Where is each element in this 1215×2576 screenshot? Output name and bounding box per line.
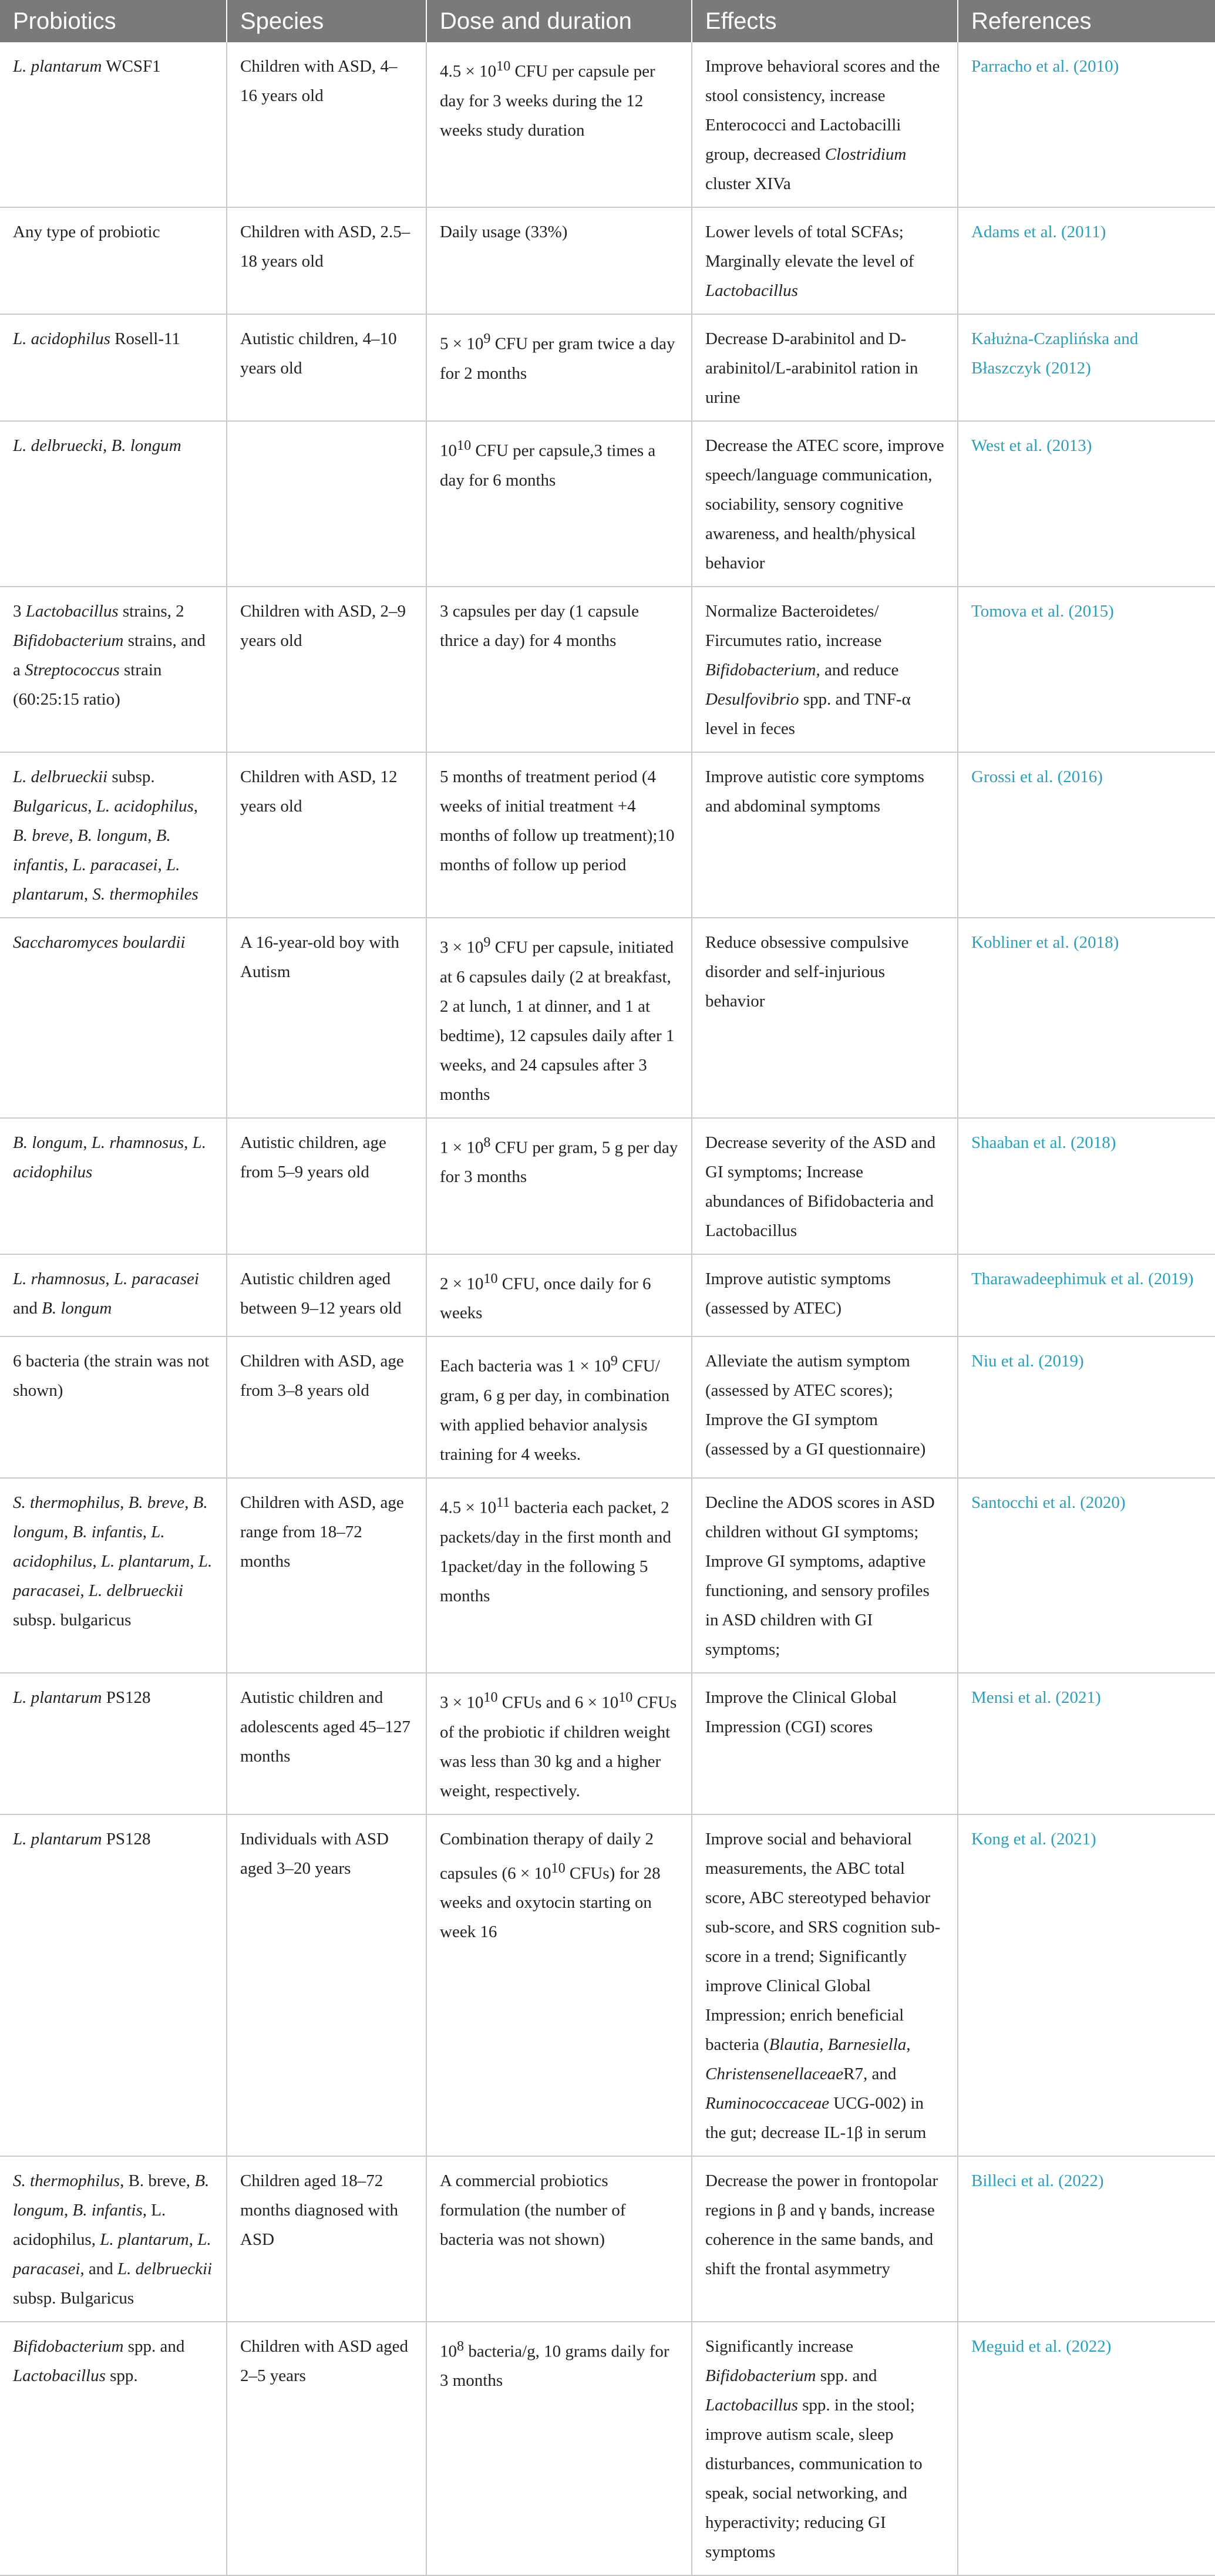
cell-probiotics: L. plantarum WCSF1 bbox=[0, 42, 227, 207]
table-row bbox=[0, 421, 1215, 587]
cell-species: Autistic children, 4–10 years old bbox=[227, 314, 426, 421]
table-body bbox=[0, 42, 1215, 2575]
cell-reference[interactable]: Shaaban et al. (2018) bbox=[958, 1118, 1215, 1254]
table-row bbox=[0, 1336, 1215, 1478]
cell-effects: Decrease severity of the ASD and GI symptoms; Increase abundances of Bifidobacteria and Lactobacillus bbox=[692, 1118, 958, 1254]
table-row bbox=[0, 1478, 1215, 1673]
cell-reference[interactable]: Tharawadeephimuk et al. (2019) bbox=[958, 1254, 1215, 1337]
table-row bbox=[0, 1814, 1215, 2156]
cell-species: Children with ASD, 4–16 years old bbox=[227, 42, 426, 207]
cell-probiotics: B. longum, L. rhamnosus, L. acidophilus bbox=[0, 1118, 227, 1254]
cell-dose-duration: $4.5 \times 10^{10}$ CFU per capsule per day for 3 weeks during the 12 weeks study duration bbox=[426, 42, 692, 207]
cell-species: Children with ASD aged 2–5 years bbox=[227, 2322, 426, 2575]
cell-probiotics: S. thermophilus, B. breve, B. longum, B. infantis, L. acidophilus, L. plantarum, L. paracasei, L. delbrueckii subsp. bulgaricus bbox=[0, 1478, 227, 1673]
cell-dose-duration: $4.5 \times 10^{11}$ bacteria each packet, 2 packets/day in the first month and 1packet/day in the following 5 months bbox=[426, 1478, 692, 1673]
cell-dose-duration: $10^{10}$ CFU per capsule,3 times a day for 6 months bbox=[426, 421, 692, 587]
cell-effects: Significantly increase Bifidobacterium spp. and Lactobacillus spp. in the stool; improve autism scale, sleep disturbances, communication to speak, social networking, and hyperactivity; reducing GI symptoms bbox=[692, 2322, 958, 2575]
table-row bbox=[0, 42, 1215, 207]
cell-probiotics: 6 bacteria (the strain was not shown) bbox=[0, 1336, 227, 1478]
cell-species: Autistic children and adolescents aged 45–127 months bbox=[227, 1673, 426, 1814]
cell-species bbox=[227, 421, 426, 587]
header-probiotics: Probiotics bbox=[0, 0, 227, 42]
cell-dose-duration: 5 months of treatment period (4 weeks of initial treatment +4 months of follow up treatment);10 months of follow up period bbox=[426, 752, 692, 918]
header-effects: Effects bbox=[692, 0, 958, 42]
cell-reference[interactable]: Kong et al. (2021) bbox=[958, 1814, 1215, 2156]
cell-reference[interactable]: Billeci et al. (2022) bbox=[958, 2156, 1215, 2322]
cell-dose-duration: A commercial probiotics formulation (the number of bacteria was not shown) bbox=[426, 2156, 692, 2322]
table-row bbox=[0, 2322, 1215, 2575]
cell-probiotics: L. plantarum PS128 bbox=[0, 1673, 227, 1814]
cell-probiotics: Bifidobacterium spp. and Lactobacillus spp. bbox=[0, 2322, 227, 2575]
cell-dose-duration: $3 \times 10^9$ CFU per capsule, initiated at 6 capsules daily (2 at breakfast, 2 at lunch, 1 at dinner, and 1 at bedtime), 12 capsules daily after 1 weeks, and 24 capsules after 3 months bbox=[426, 918, 692, 1118]
cell-effects: Improve autistic symptoms (assessed by ATEC) bbox=[692, 1254, 958, 1337]
cell-effects: Normalize Bacteroidetes/ Fircumutes ratio, increase Bifidobacterium, and reduce Desulfovibrio spp. and TNF-α level in feces bbox=[692, 587, 958, 752]
cell-probiotics: L. delbrueckii subsp. Bulgaricus, L. acidophilus, B. breve, B. longum, B. infantis, L. paracasei, L. plantarum, S. thermophiles bbox=[0, 752, 227, 918]
header-species: Species bbox=[227, 0, 426, 42]
cell-probiotics: Any type of probiotic bbox=[0, 207, 227, 314]
cell-reference[interactable]: Mensi et al. (2021) bbox=[958, 1673, 1215, 1814]
table-row bbox=[0, 1254, 1215, 1337]
cell-effects: Decrease D-arabinitol and D-arabinitol/L-arabinitol ration in urine bbox=[692, 314, 958, 421]
table-row bbox=[0, 1673, 1215, 1814]
cell-effects: Alleviate the autism symptom (assessed by ATEC scores); Improve the GI symptom (assessed by a GI questionnaire) bbox=[692, 1336, 958, 1478]
cell-effects: Reduce obsessive compulsive disorder and self-injurious behavior bbox=[692, 918, 958, 1118]
cell-probiotics: L. acidophilus Rosell-11 bbox=[0, 314, 227, 421]
cell-probiotics: L. plantarum PS128 bbox=[0, 1814, 227, 2156]
cell-reference[interactable]: Santocchi et al. (2020) bbox=[958, 1478, 1215, 1673]
cell-species: Autistic children aged between 9–12 years old bbox=[227, 1254, 426, 1337]
header-references: References bbox=[958, 0, 1215, 42]
table-row bbox=[0, 918, 1215, 1118]
cell-reference[interactable]: West et al. (2013) bbox=[958, 421, 1215, 587]
cell-dose-duration: Daily usage (33%) bbox=[426, 207, 692, 314]
cell-probiotics: Saccharomyces boulardii bbox=[0, 918, 227, 1118]
cell-species: Children with ASD, 12 years old bbox=[227, 752, 426, 918]
cell-effects: Decrease the power in frontopolar regions in β and γ bands, increase coherence in the same bands, and shift the frontal asymmetry bbox=[692, 2156, 958, 2322]
cell-dose-duration: 3 capsules per day (1 capsule thrice a day) for 4 months bbox=[426, 587, 692, 752]
cell-species: Children with ASD, age from 3–8 years old bbox=[227, 1336, 426, 1478]
cell-species: Children with ASD, 2–9 years old bbox=[227, 587, 426, 752]
cell-effects: Lower levels of total SCFAs; Marginally elevate the level of Lactobacillus bbox=[692, 207, 958, 314]
table-row bbox=[0, 314, 1215, 421]
cell-probiotics: L. rhamnosus, L. paracasei and B. longum bbox=[0, 1254, 227, 1337]
cell-dose-duration: $1 \times 10^8$ CFU per gram, 5 g per day for 3 months bbox=[426, 1118, 692, 1254]
cell-species: Individuals with ASD aged 3–20 years bbox=[227, 1814, 426, 2156]
cell-reference[interactable]: Kobliner et al. (2018) bbox=[958, 918, 1215, 1118]
cell-dose-duration: Each bacteria was $1 \times 10^9$ CFU/ gram, 6 g per day, in combination with applied behavior analysis training for 4 weeks. bbox=[426, 1336, 692, 1478]
cell-reference[interactable]: Adams et al. (2011) bbox=[958, 207, 1215, 314]
cell-reference[interactable]: Meguid et al. (2022) bbox=[958, 2322, 1215, 2575]
cell-dose-duration: Combination therapy of daily 2 capsules ($6 \times 10^{10}$ CFUs) for 28 weeks and oxytocin starting on week 16 bbox=[426, 1814, 692, 2156]
table-row bbox=[0, 752, 1215, 918]
table-row bbox=[0, 587, 1215, 752]
cell-effects: Improve behavioral scores and the stool consistency, increase Enterococci and Lactobacilli group, decreased Clostridium cluster XIVa bbox=[692, 42, 958, 207]
cell-species: Children aged 18–72 months diagnosed with ASD bbox=[227, 2156, 426, 2322]
cell-species: Autistic children, age from 5–9 years old bbox=[227, 1118, 426, 1254]
cell-dose-duration: $3 \times 10^{10}$ CFUs and $6 \times 10^{10}$ CFUs of the probiotic if children weight was less than 30 kg and a higher weight, respectively. bbox=[426, 1673, 692, 1814]
cell-dose-duration: $2 \times 10^{10}$ CFU, once daily for 6 weeks bbox=[426, 1254, 692, 1337]
table-row bbox=[0, 1118, 1215, 1254]
header-row bbox=[0, 0, 1215, 42]
cell-effects: Improve autistic core symptoms and abdominal symptoms bbox=[692, 752, 958, 918]
cell-reference[interactable]: Kałużna-Czaplińska and Błaszczyk (2012) bbox=[958, 314, 1215, 421]
table-row bbox=[0, 207, 1215, 314]
cell-reference[interactable]: Grossi et al. (2016) bbox=[958, 752, 1215, 918]
cell-probiotics: L. delbruecki, B. longum bbox=[0, 421, 227, 587]
cell-reference[interactable]: Niu et al. (2019) bbox=[958, 1336, 1215, 1478]
cell-dose-duration: $5 \times 10^9$ CFU per gram twice a day for 2 months bbox=[426, 314, 692, 421]
cell-effects: Improve the Clinical Global Impression (CGI) scores bbox=[692, 1673, 958, 1814]
cell-effects: Decline the ADOS scores in ASD children without GI symptoms; Improve GI symptoms, adaptive functioning, and sensory profiles in ASD children with GI symptoms; bbox=[692, 1478, 958, 1673]
table-row bbox=[0, 2156, 1215, 2322]
cell-reference[interactable]: Parracho et al. (2010) bbox=[958, 42, 1215, 207]
cell-effects: Decrease the ATEC score, improve speech/language communication, sociability, sensory cognitive awareness, and health/physical behavior bbox=[692, 421, 958, 587]
header-dose-duration: Dose and duration bbox=[426, 0, 692, 42]
cell-species: Children with ASD, 2.5–18 years old bbox=[227, 207, 426, 314]
cell-species: Children with ASD, age range from 18–72 months bbox=[227, 1478, 426, 1673]
cell-probiotics: S. thermophilus, B. breve, B. longum, B. infantis, L. acidophilus, L. plantarum, L. paracasei, and L. delbrueckii subsp. Bulgaricus bbox=[0, 2156, 227, 2322]
cell-reference[interactable]: Tomova et al. (2015) bbox=[958, 587, 1215, 752]
cell-dose-duration: $10^8$ bacteria/g, 10 grams daily for 3 months bbox=[426, 2322, 692, 2575]
cell-species: A 16-year-old boy with Autism bbox=[227, 918, 426, 1118]
cell-effects: Improve social and behavioral measurements, the ABC total score, ABC stereotyped behavior sub-score, and SRS cognition sub-score in a trend; Significantly improve Clinical Global Impression; enrich beneficial bacteria (Blautia, Barnesiella, ChristensenellaceaeR7, and Ruminococcaceae UCG-002) in the gut; decrease IL-1β in serum bbox=[692, 1814, 958, 2156]
cell-probiotics: 3 Lactobacillus strains, 2 Bifidobacterium strains, and a Streptococcus strain (60:25:15 ratio) bbox=[0, 587, 227, 752]
